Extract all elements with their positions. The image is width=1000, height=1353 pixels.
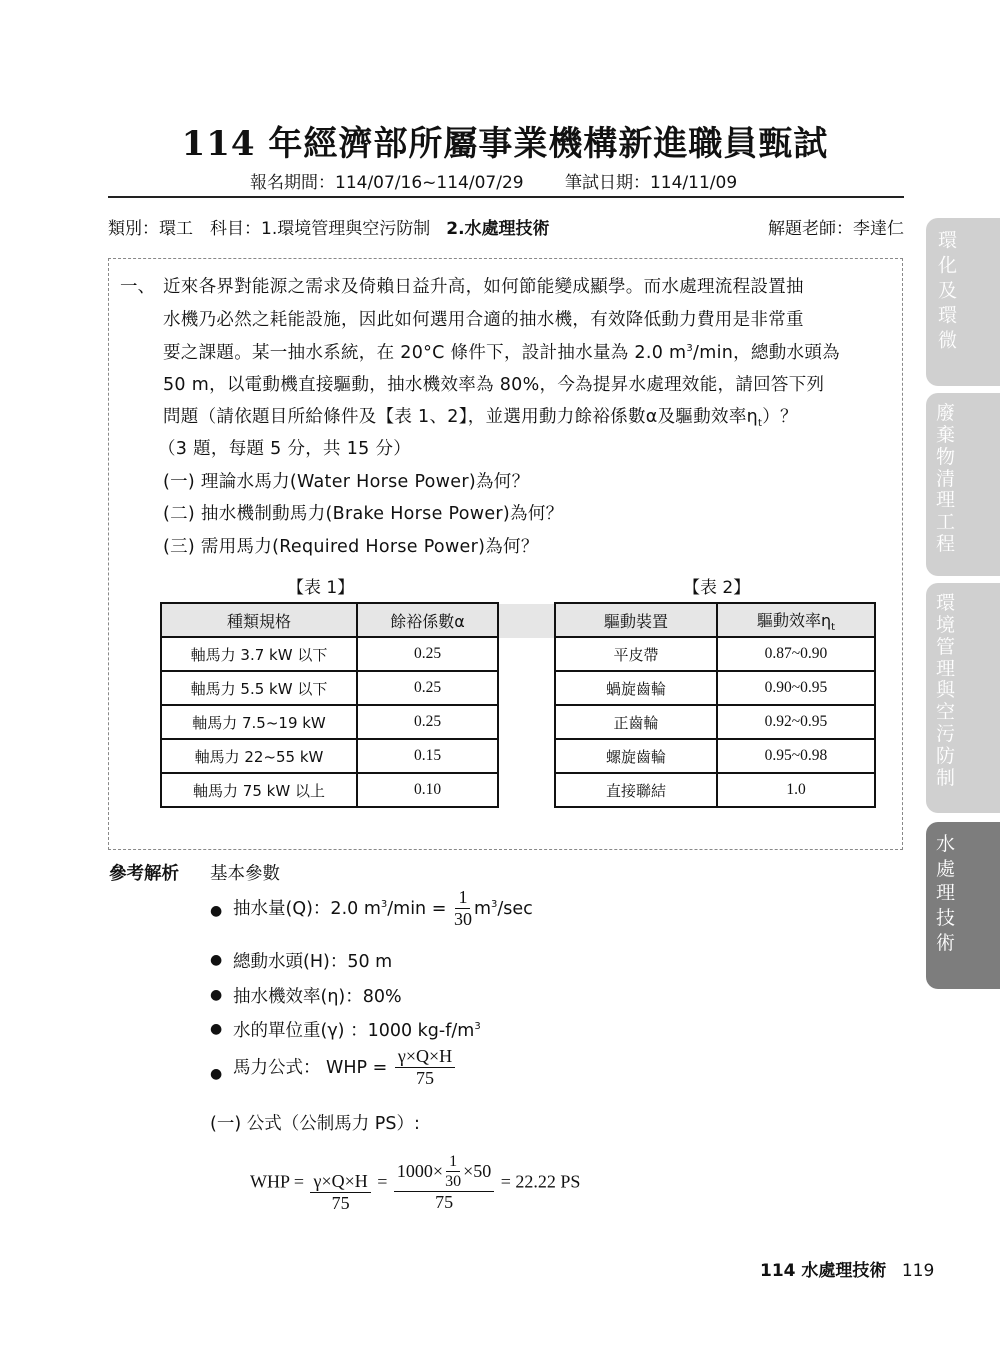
tab-char: 與 — [936, 679, 956, 702]
table-row — [555, 705, 875, 739]
tab-char: 棄 — [936, 423, 956, 446]
table-row — [555, 773, 875, 807]
cell: 平皮帶 — [555, 637, 717, 671]
cell: 0.90~0.95 — [717, 671, 875, 705]
exam-dates — [250, 168, 773, 193]
tab-char: 管 — [936, 635, 956, 658]
cell: 0.25 — [357, 705, 498, 739]
whp-equation — [250, 1152, 580, 1214]
column-header: 餘裕係數α — [357, 603, 498, 637]
column-header: 種類規格 — [161, 603, 357, 637]
exam-date: 筆試日期：114/11/09 — [564, 173, 738, 193]
text: 馬力公式： WHP = — [233, 1058, 388, 1079]
tab-char: 處 — [936, 857, 956, 880]
tab-char: 水 — [936, 833, 956, 855]
cell: 軸馬力 5.5 kW 以下 — [161, 671, 357, 705]
superscript: 3 — [686, 343, 694, 354]
text: /sec — [497, 899, 533, 920]
table-row — [161, 671, 498, 705]
cell: 0.25 — [357, 637, 498, 671]
table-row — [161, 773, 498, 807]
table-row — [161, 739, 498, 773]
tab-char: 技 — [936, 907, 956, 930]
fraction — [394, 1153, 494, 1213]
bullet-icon: ● — [210, 1021, 223, 1037]
efficiency-line: 抽水機效率(η)：80% — [233, 987, 402, 1007]
question-score: （3 題，每題 5 分，共 15 分） — [158, 439, 412, 459]
cell: 0.87~0.90 — [717, 637, 875, 671]
numerator: γ×Q×H — [310, 1172, 370, 1193]
page-number: 119 — [901, 1261, 935, 1281]
subscript: t — [758, 418, 763, 429]
category-subject: 類別：環工 科目：1.環境管理與空污防制 — [108, 219, 431, 239]
table1-caption: 【表 1】 — [287, 578, 355, 598]
text: 問題（請依題目所給條件及【表 1、2】，並選用動力餘裕係數α及驅動效率η — [163, 407, 759, 427]
superscript: 3 — [491, 899, 498, 911]
side-tab-water-treatment[interactable] — [926, 822, 1000, 989]
numerator: γ×Q×H — [395, 1047, 455, 1068]
tab-char: 環 — [936, 592, 956, 614]
tab-char: 術 — [936, 931, 956, 954]
cell: 蝸旋齒輪 — [555, 671, 717, 705]
current-subject: 2.水處理技術 — [446, 219, 550, 239]
denominator: 75 — [416, 1067, 435, 1088]
sub-question: (二) 抽水機制動馬力(Brake Horse Power)為何？ — [163, 504, 564, 524]
flow-rate-line — [233, 888, 533, 930]
tab-char: 程 — [936, 533, 956, 556]
bullet-icon: ● — [210, 1066, 223, 1082]
teacher: 解題老師：李達仁 — [768, 219, 904, 239]
table-row — [555, 671, 875, 705]
question-line: 50 m，以電動機直接驅動，抽水機效率為 80%，今為提昇水處理效能，請回答下列 — [163, 375, 825, 395]
cell: 直接聯結 — [555, 773, 717, 807]
bullet-icon: ● — [210, 952, 223, 968]
denominator: 30 — [445, 1172, 462, 1190]
text: m — [473, 899, 492, 920]
unit-weight-line — [233, 1017, 481, 1042]
denominator: 75 — [435, 1191, 454, 1212]
tab-char: 制 — [936, 766, 956, 789]
side-tab-waste[interactable] — [926, 393, 1000, 576]
sub-question: (三) 需用馬力(Required Horse Power)為何？ — [163, 537, 539, 557]
superscript: 3 — [380, 899, 388, 911]
tab-char: 空 — [936, 701, 956, 724]
tab-char: 理 — [936, 657, 956, 680]
text: 驅動效率η — [756, 610, 832, 630]
header-divider — [108, 196, 904, 198]
tab-char: 廢 — [936, 402, 956, 424]
question-line — [163, 403, 798, 429]
text: WHP = — [250, 1171, 304, 1192]
page-title: 114 年經濟部所屬事業機構新進職員甄試 — [181, 124, 829, 164]
table-row — [161, 637, 498, 671]
cell: 軸馬力 7.5~19 kW — [161, 705, 357, 739]
denominator: 30 — [453, 908, 472, 929]
bullet-icon: ● — [210, 987, 223, 1003]
tab-char: 理 — [936, 489, 956, 512]
sub-question: (一) 理論水馬力(Water Horse Power)為何？ — [163, 472, 530, 492]
tab-char: 工 — [936, 511, 956, 534]
numerator — [394, 1153, 494, 1192]
text: 水的單位重(γ) ：1000 kg-f/m — [233, 1021, 475, 1041]
text: = — [377, 1171, 388, 1192]
cell: 軸馬力 3.7 kW 以下 — [161, 637, 357, 671]
tab-char: 物 — [936, 445, 956, 468]
tab-char: 防 — [936, 744, 956, 767]
fraction — [310, 1172, 370, 1214]
part1-heading: (一) 公式（公制馬力 PS）: — [210, 1114, 420, 1134]
fraction — [454, 888, 472, 930]
page-footer — [760, 1256, 934, 1281]
head-line: 總動水頭(H)：50 m — [233, 952, 393, 972]
question-number: 一、 — [120, 277, 155, 297]
analysis-heading: 基本參數 — [210, 864, 280, 884]
table2-caption: 【表 2】 — [683, 578, 751, 598]
tab-label: 環化及環微 — [935, 230, 957, 355]
table-row — [555, 739, 875, 773]
tab-char: 理 — [936, 882, 956, 905]
cell: 0.92~0.95 — [717, 705, 875, 739]
cell: 1.0 — [717, 773, 875, 807]
tab-char: 清 — [936, 467, 956, 490]
side-tab-env-chem[interactable] — [926, 218, 1000, 386]
tab-char: 境 — [936, 613, 956, 636]
column-header: 驅動裝置 — [555, 603, 717, 637]
table-header-row — [555, 603, 875, 637]
fraction — [445, 1153, 461, 1191]
question-line: 水機乃必然之耗能設施，因此如何選用合適的抽水機，有效降低動力費用是非常重 — [163, 310, 804, 330]
cell: 螺旋齒輪 — [555, 739, 717, 773]
question-line: 近來各界對能源之需求及倚賴日益升高，如何節能變成顯學。而水處理流程設置抽 — [163, 277, 804, 297]
text: /min，總動水頭為 — [693, 343, 840, 363]
text: 要之課題。某一抽水系統，在 20°C 條件下，設計抽水量為 2.0 m — [163, 343, 687, 363]
text: ）？ — [762, 407, 798, 427]
subscript: t — [831, 621, 836, 633]
registration-period: 報名期間：114/07/16~114/07/29 — [250, 173, 524, 193]
analysis-label: 參考解析 — [109, 864, 179, 884]
fraction — [395, 1047, 455, 1089]
column-header — [717, 603, 875, 637]
table-row — [555, 637, 875, 671]
table-header-row — [161, 603, 498, 637]
book-title: 114 水處理技術 — [760, 1261, 887, 1281]
text: 抽水量(Q)：2.0 m — [233, 899, 381, 920]
cell: 0.25 — [357, 671, 498, 705]
numerator: 1 — [446, 1153, 460, 1172]
text: /min = — [387, 899, 447, 920]
result: = 22.22 PS — [500, 1171, 581, 1192]
cell: 0.10 — [357, 773, 498, 807]
category-line — [108, 214, 904, 239]
formula-line — [233, 1047, 457, 1089]
tab-char: 污 — [936, 723, 956, 746]
table1 — [160, 602, 499, 808]
question-line — [163, 339, 840, 364]
cell: 軸馬力 75 kW 以上 — [161, 773, 357, 807]
text: 1000× — [396, 1161, 444, 1181]
table-row — [161, 705, 498, 739]
table2 — [554, 602, 876, 808]
denominator: 75 — [331, 1192, 350, 1213]
numerator: 1 — [455, 888, 470, 909]
side-tab-env-mgmt[interactable] — [926, 583, 1000, 813]
text: ×50 — [463, 1161, 492, 1181]
cell: 正齒輪 — [555, 705, 717, 739]
cell: 0.95~0.98 — [717, 739, 875, 773]
cell: 軸馬力 22~55 kW — [161, 739, 357, 773]
cell: 0.15 — [357, 739, 498, 773]
bullet-icon: ● — [210, 903, 223, 919]
superscript: 3 — [474, 1021, 481, 1032]
header-band — [498, 604, 555, 638]
